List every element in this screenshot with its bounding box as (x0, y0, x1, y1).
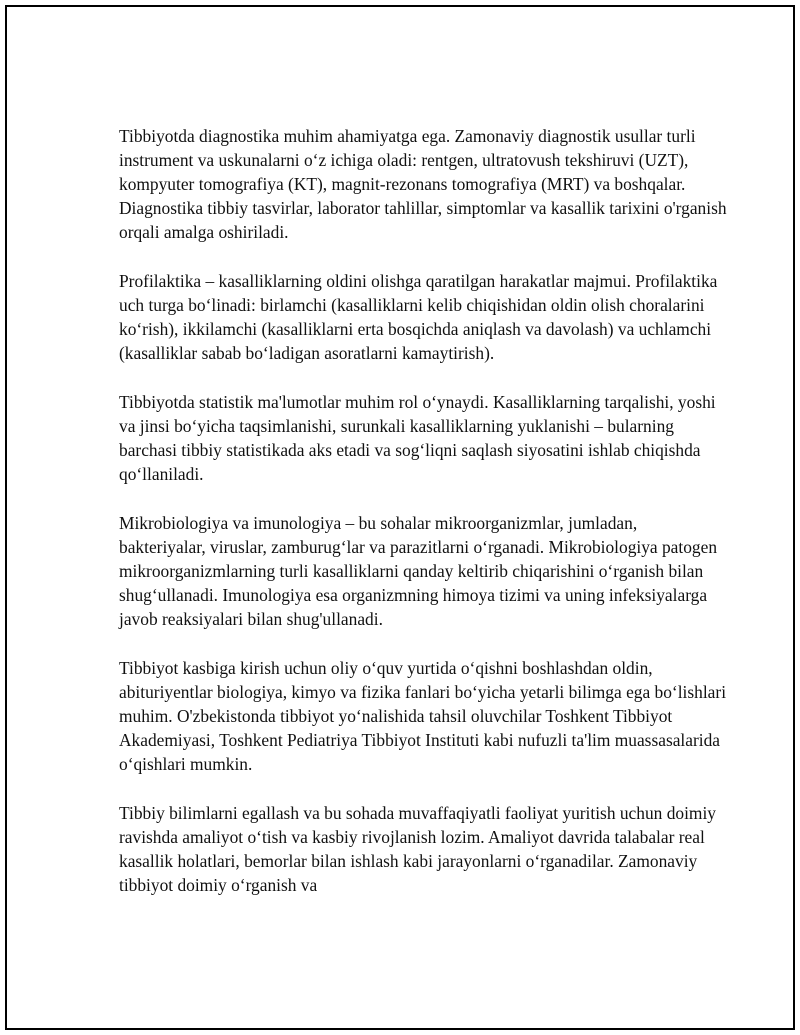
paragraph-medical-education: Tibbiyot kasbiga kirish uchun oliy o‘quv yurtida o‘qishni boshlashdan oldin, abituriyentlar biologiya, kimyo va fizika fanlari bo‘yicha yetarli bilimga ega bo‘lishlari muhim. O'zbekistonda tibbiyot yo‘nalishida tahsil oluvchilar Toshkent Tibbiyot Akademiyasi, Toshkent Pediatriya Tibbiyot Instituti kabi nufuzli ta'lim muassasalarida o‘qishlari mumkin. (119, 658, 727, 774)
paragraph-practice-development: Tibbiy bilimlarni egallash va bu sohada muvaffaqiyatli faoliyat yuritish uchun doimiy ravishda amaliyot o‘tish va kasbiy rivojlanish lozim. Amaliyot davrida talabalar real kasallik holatlari, bemorlar bilan ishlash kabi jarayonlarni o‘rganadilar. Zamonaviy tibbiyot doimiy o‘rganish va (119, 803, 716, 895)
paragraph-diagnostics: Tibbiyotda diagnostika muhim ahamiyatga ega. Zamonaviy diagnostik usullar turli instrument va uskunalarni o‘z ichiga oladi: rentgen, ultratovush tekshiruvi (UZT), kompyuter tomografiya (KT), magnit-rezonans tomografiya (MRT) va boshqalar. Diagnostika tibbiy tasvirlar, laborator tahlillar, simptomlar va kasallik tarixini o'rganish orqali amalga oshiriladi. (119, 126, 727, 242)
paragraph-prevention: Profilaktika – kasalliklarning oldini olishga qaratilgan harakatlar majmui. Profilaktika uch turga bo‘linadi: birlamchi (kasalliklarni kelib chiqishidan oldin olish choralarini ko‘rish), ikkilamchi (kasalliklarni erta bosqichda aniqlash va davolash) va uchlamchi (kasalliklar sabab bo‘ladigan asoratlarni kamaytirish). (119, 271, 718, 363)
paragraph-microbiology-immunology: Mikrobiologiya va imunologiya – bu sohalar mikroorganizmlar, jumladan, bakteriyalar, viruslar, zamburug‘lar va parazitlarni o‘rganadi. Mikrobiologiya patogen mikroorganizmlarning turli kasalliklarni qanday keltirib chiqarishini o‘rganish bilan shug‘ullanadi. Imunologiya esa organizmning himoya tizimi va uning infeksiyalarga javob reaksiyalari bilan shug'ullanadi. (119, 513, 718, 629)
document-page (5, 5, 795, 1030)
document-body (119, 124, 727, 897)
paragraph-statistics: Tibbiyotda statistik ma'lumotlar muhim rol o‘ynaydi. Kasalliklarning tarqalishi, yoshi va jinsi bo‘yicha taqsimlanishi, surunkali kasalliklarning yuklanishi – bularning barchasi tibbiy statistikada aks etadi va sog‘liqni saqlash siyosatini ishlab chiqishda qo‘llaniladi. (119, 392, 716, 484)
